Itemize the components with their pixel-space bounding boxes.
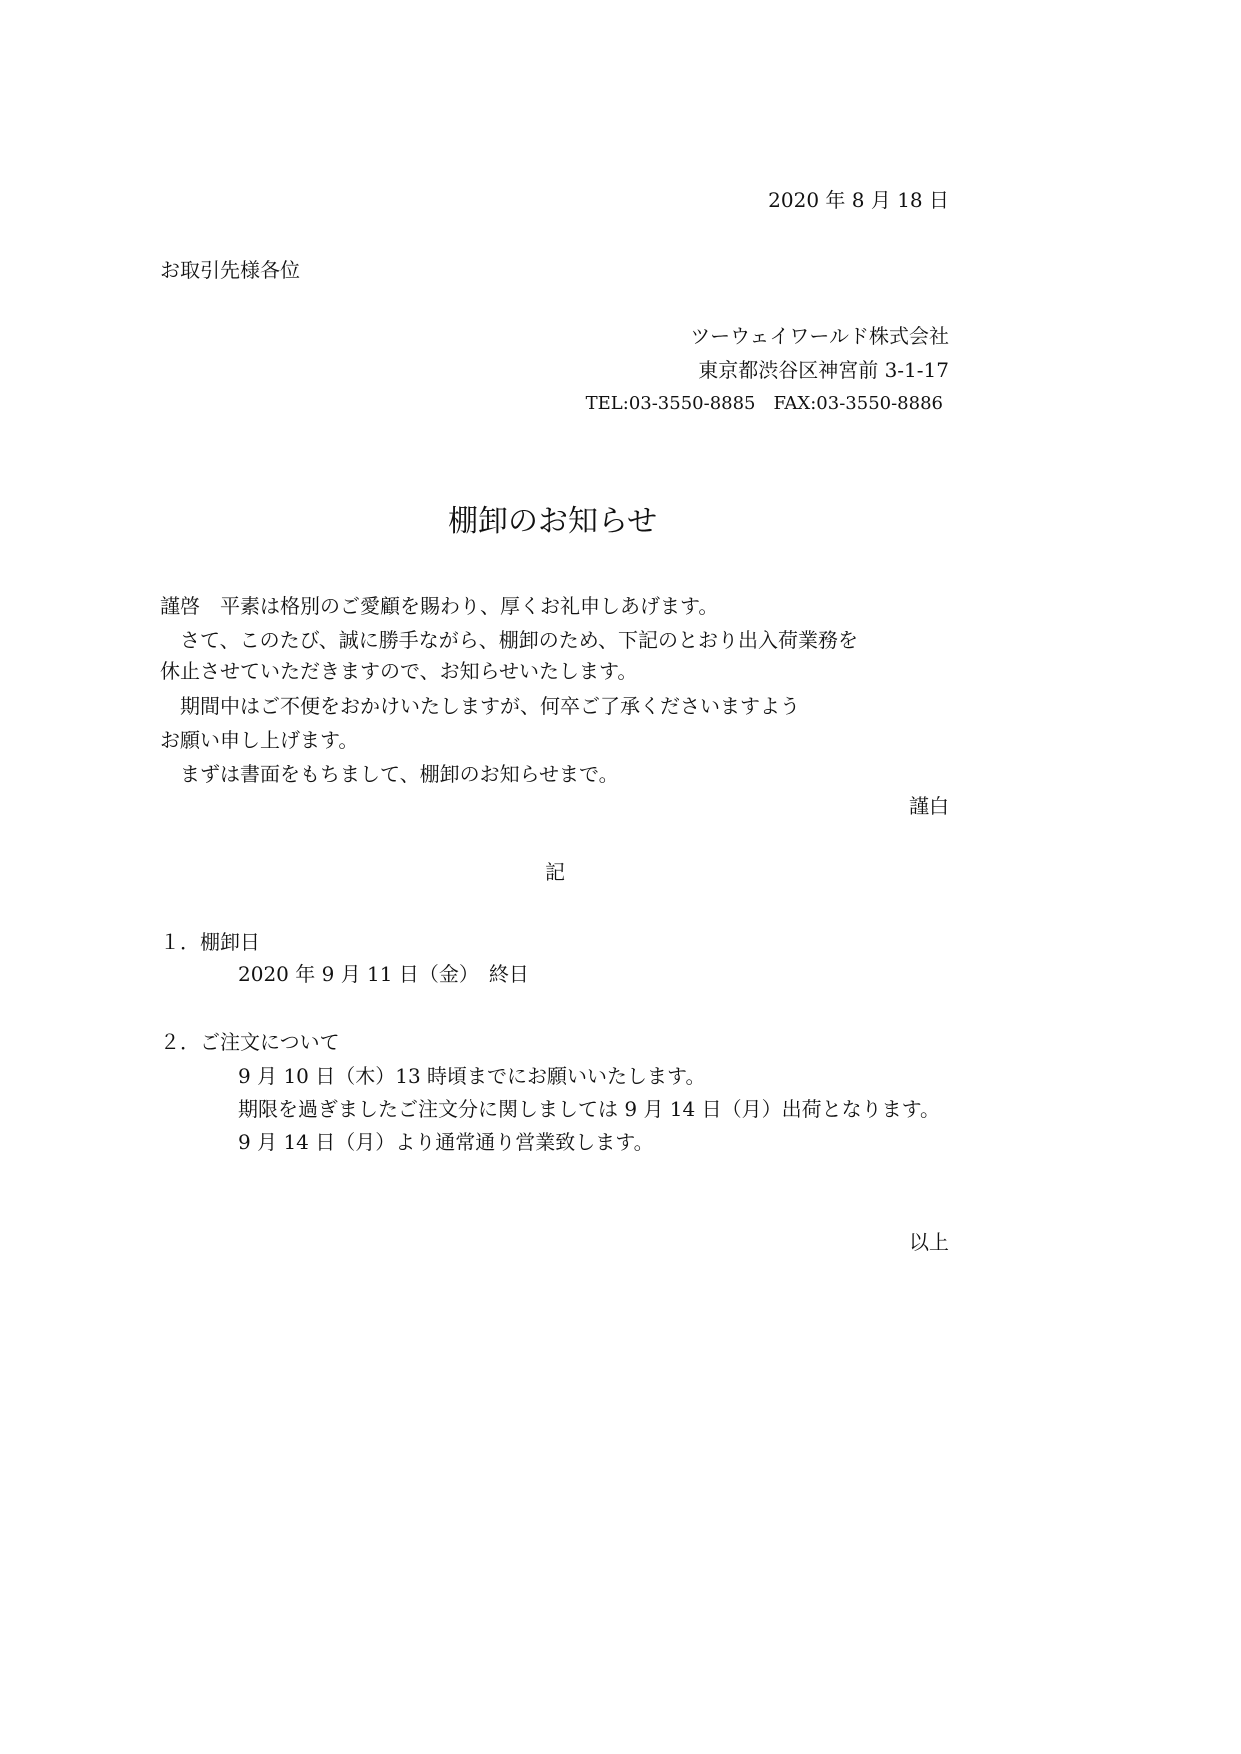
body-line: お願い申し上げます。 xyxy=(160,728,359,752)
company-name: ツーウェイワールド株式会社 xyxy=(690,324,949,348)
recipient: お取引先様各位 xyxy=(160,258,300,282)
ending-ijou: 以上 xyxy=(909,1230,949,1254)
body-line: 休止させていただきますので、お知らせいたします。 xyxy=(160,659,638,683)
company-contact: TEL:03-3550-8885 FAX:03-3550-8886 xyxy=(585,393,943,414)
item2-line: 9 月 14 日（月）より通常通り営業致します。 xyxy=(238,1130,654,1154)
ki-heading: 記 xyxy=(545,860,565,884)
closing-kinpaku: 謹白 xyxy=(909,794,949,818)
body-line: まずは書面をもちまして、棚卸のお知らせまで。 xyxy=(160,762,619,786)
body-line: さて、このたび、誠に勝手ながら、棚卸のため、下記のとおり出入荷業務を xyxy=(160,628,858,652)
body-line: 期間中はご不便をおかけいたしますが、何卒ご了承くださいますよう xyxy=(160,694,800,718)
date: 2020 年 8 月 18 日 xyxy=(768,188,949,212)
item2-line: 9 月 10 日（木）13 時頃までにお願いいたします。 xyxy=(238,1064,706,1088)
company-address: 東京都渋谷区神宮前 3-1-17 xyxy=(698,358,949,382)
item1-heading: １．棚卸日 xyxy=(160,930,260,954)
item2-heading: ２．ご注文について xyxy=(160,1030,340,1054)
item2-line: 期限を過ぎましたご注文分に関しましては 9 月 14 日（月）出荷となります。 xyxy=(238,1097,941,1121)
document-title: 棚卸のお知らせ xyxy=(448,504,658,539)
body-line: 謹啓 平素は格別のご愛顧を賜わり、厚くお礼申しあげます。 xyxy=(160,594,719,618)
item1-line: 2020 年 9 月 11 日（金） 終日 xyxy=(238,962,529,986)
